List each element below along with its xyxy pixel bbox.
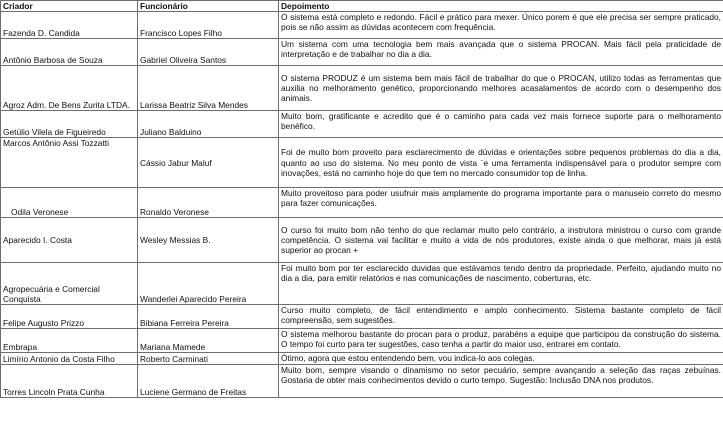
depoimento-cell: Ótimo, agora que estou entendendo bem, vou indica-lo aos colegas. <box>279 353 723 365</box>
criador-cell: Fazenda D. Candida <box>1 12 138 39</box>
depoimento-cell: O sistema melhorou bastante do procan para o produz, parabéns a equipe que participou da construção do sistema. O tempo foi curto para ter sugestões, caso tenha a partir do maior uso, entrarei em contato. <box>279 329 723 353</box>
criador-cell: Aparecido I. Costa <box>1 218 138 263</box>
depoimento-cell: Um sistema com uma tecnologia bem mais avançada que o sistema PROCAN. Mais fácil pela praticidade de interpretação e de trabalhar no dia a dia. <box>279 39 723 66</box>
funcionario-cell: Juliano Balduino <box>138 111 279 138</box>
table-row <box>1 263 723 305</box>
table-row <box>1 39 723 66</box>
header-row <box>1 1 723 12</box>
table-row <box>1 138 723 188</box>
header-funcionario: Funcionário <box>138 1 279 12</box>
depoimento-cell: O sistema PRODUZ é um sistema bem mais fácil de trabalhar do que o PROCAN, utilizo todas as ferramentas que auxilia no melhoramento genético, proporcionando melhores acasalamentos de acordo com o desempenho dos animais. <box>279 66 723 111</box>
depoimento-cell: Muito bom, gratificante e acredito que é o caminho para cada vez mais fornece suporte para o melhoramento benéfico. <box>279 111 723 138</box>
criador-cell: Agroz Adm. De Bens Zurita LTDA. <box>1 66 138 111</box>
table-row <box>1 353 723 365</box>
table-row <box>1 66 723 111</box>
funcionario-cell: Mariana Mamede <box>138 329 279 353</box>
criador-cell: Felipe Augusto Prizzo <box>1 305 138 329</box>
table-row <box>1 188 723 218</box>
criador-cell: Limírio Antonio da Costa Filho <box>1 353 138 365</box>
funcionario-cell: Wanderlei Aparecido Pereira <box>138 263 279 305</box>
criador-cell: Marcos Antônio Assi Tozzatti <box>1 138 138 188</box>
funcionario-cell: Wesley Messias B. <box>138 218 279 263</box>
funcionario-cell: Luciene Germano de Freitas <box>138 365 279 398</box>
depoimento-cell: Curso muito completo, de fácil entendimento e amplo conhecimento. Sistema bastante completo de fácil compreensão, sem sugestões. <box>279 305 723 329</box>
funcionario-cell: Gabriel Oliveira Santos <box>138 39 279 66</box>
criador-cell: Embrapa <box>1 329 138 353</box>
criador-cell: Getúlio Vilela de Figueiredo <box>1 111 138 138</box>
criador-cell: Agropecuária e Comercial Conquista <box>1 263 138 305</box>
funcionario-cell: Cássio Jabur Maluf <box>138 138 279 188</box>
depoimento-cell: Muito bom, sempre visando o dinamismo no setor pecuário, sempre avançando a seleção das raças zebuínas. Gostaria de obter mais conhecimentos devido o curto tempo. Sugestão: Inclusão DNA nos produtos. <box>279 365 723 398</box>
header-criador: Criador <box>1 1 138 12</box>
table-row <box>1 329 723 353</box>
table-row <box>1 218 723 263</box>
funcionario-cell: Bibiana Ferreira Pereira <box>138 305 279 329</box>
criador-cell: Torres Lincoln Prata Cunha <box>1 365 138 398</box>
depoimento-cell: Foi de muito bom proveito para esclarecimento de dúvidas e orientações sobre pequenos problemas do dia a dia, quanto ao uso do sistema. No meu ponto de vista ¨e uma ferramenta indispensável para o produtor sempre com inovações, está no caminho hoje do que tem no mercado consumidor top de linha. <box>279 138 723 188</box>
depoimento-cell: Foi muito bom por ter esclarecido duvidas que estávamos tendo dentro da propriedade. Perfeito, ajudando muito no dia a dia, para emitir relatórios e nas comunicações de nascimento, coberturas, etc. <box>279 263 723 305</box>
funcionario-cell: Francisco Lopes Filho <box>138 12 279 39</box>
funcionario-cell: Larissa Beatriz Silva Mendes <box>138 66 279 111</box>
depoimento-cell: Muito proveitoso para poder usufruir mais amplamente do programa importante para o manuseio correto do mesmo para fazer comunicações. <box>279 188 723 218</box>
criador-cell: Antônio Barbosa de Souza <box>1 39 138 66</box>
table-row <box>1 305 723 329</box>
table-row <box>1 111 723 138</box>
depoimento-cell: O curso foi muito bom não tenho do que reclamar muito pelo contrário, a instrutora ministrou o curso com grande competência. O sistema vai facilitar e muito a vida de nós produtores, existe ainda o que melhorar, mais já está superior ao procan + <box>279 218 723 263</box>
table-row <box>1 12 723 39</box>
header-depoimento: Depoimento <box>279 1 723 12</box>
depoimento-cell: O sistema está completo e redondo. Fácil e prático para mexer. Único porem é que ele precisa ser sempre praticado, pois se não assim as dúvidas acontecem com frequência. <box>279 12 723 39</box>
criador-cell: Odila Veronese <box>1 188 138 218</box>
table-row <box>1 365 723 398</box>
funcionario-cell: Roberto Carminati <box>138 353 279 365</box>
funcionario-cell: Ronaldo Veronese <box>138 188 279 218</box>
